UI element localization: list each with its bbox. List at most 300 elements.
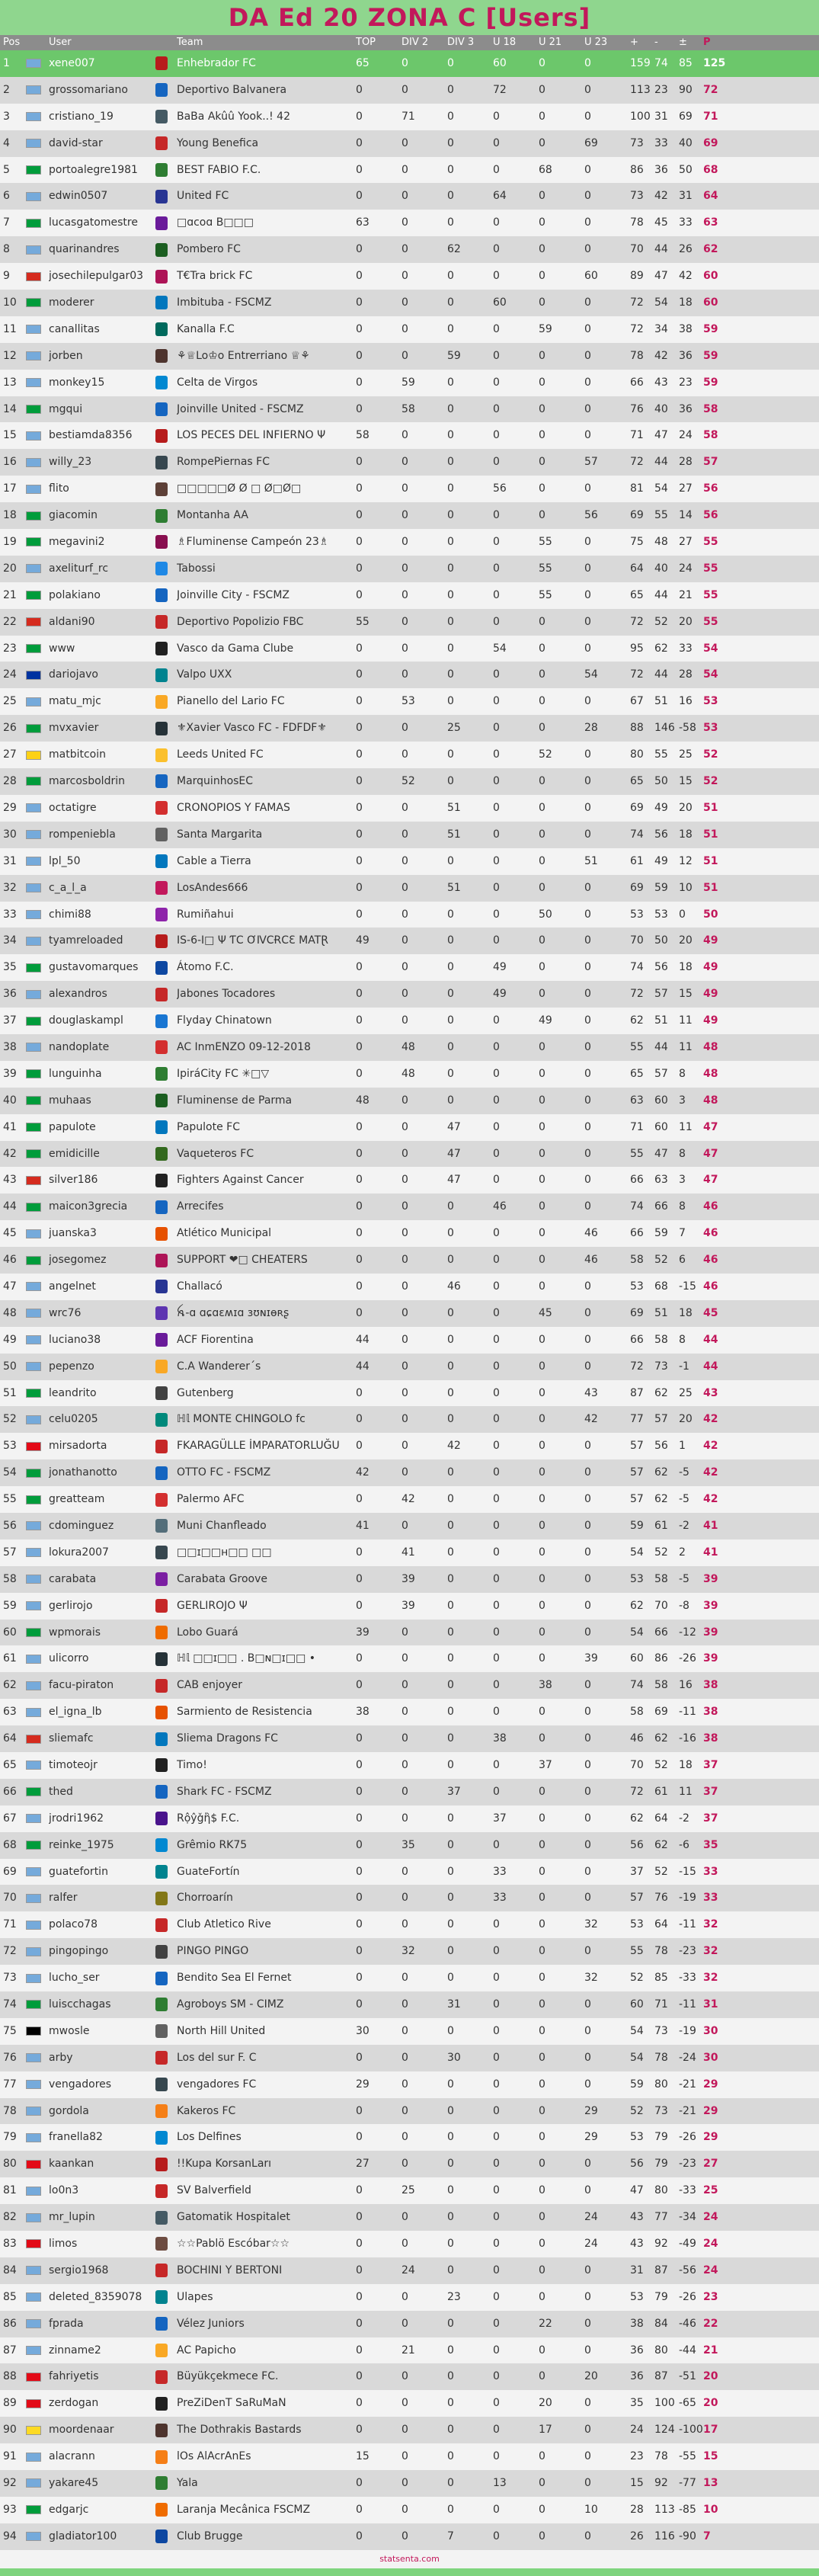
cell-u23: 0 bbox=[584, 1812, 591, 1825]
cell-team[interactable]: RompePiernas FC bbox=[177, 456, 270, 469]
cell-pos: 9 bbox=[3, 270, 10, 283]
cell-user[interactable]: fahriyetis bbox=[49, 2370, 99, 2383]
cell-user[interactable]: rompeniebla bbox=[49, 828, 116, 841]
cell-team[interactable]: Joinville City - FSCMZ bbox=[177, 588, 290, 601]
cell-team[interactable]: PINGO PINGO bbox=[177, 1945, 249, 1958]
cell-team[interactable]: Sliema Dragons FC bbox=[177, 1732, 278, 1745]
cell-user[interactable]: david-star bbox=[49, 136, 103, 149]
cell-team[interactable]: Büyükçekmece FC. bbox=[177, 2370, 279, 2383]
cell-plus: 81 bbox=[630, 482, 644, 495]
cell-u21: 0 bbox=[539, 1493, 545, 1506]
cell-top: 0 bbox=[356, 668, 363, 681]
site-footer[interactable]: statsenta.com bbox=[0, 2550, 819, 2568]
cell-team[interactable]: Atlético Municipal bbox=[177, 1227, 272, 1240]
cell-u23: 0 bbox=[584, 1120, 591, 1133]
cell-user[interactable]: muhaas bbox=[49, 1094, 91, 1107]
cell-team[interactable]: Tabossi bbox=[177, 562, 216, 575]
cell-user[interactable]: deleted_8359078 bbox=[49, 2290, 142, 2303]
cell-minus: 74 bbox=[654, 57, 668, 69]
cell-user[interactable]: mr_lupin bbox=[49, 2211, 95, 2224]
cell-team[interactable]: Papulote FC bbox=[177, 1120, 240, 1133]
cell-team[interactable]: United FC bbox=[177, 190, 229, 203]
cell-div3: 23 bbox=[447, 2290, 461, 2303]
cell-team[interactable]: Grêmio RK75 bbox=[177, 1838, 248, 1851]
cell-u18: 60 bbox=[493, 296, 507, 309]
cell-u21: 20 bbox=[539, 2397, 552, 2410]
cell-user[interactable]: c_a_l_a bbox=[49, 881, 87, 894]
cell-u23: 0 bbox=[584, 83, 591, 96]
cell-user[interactable]: greatteam bbox=[49, 1493, 105, 1506]
cell-team[interactable]: SUPPORT ❤□ CHEATERS bbox=[177, 1254, 308, 1267]
cell-minus: 44 bbox=[654, 1040, 668, 1053]
cell-team[interactable]: □□ɪ□□ʜ□□ □□ bbox=[177, 1546, 272, 1559]
cell-user[interactable]: nandoplate bbox=[49, 1040, 110, 1053]
cell-div2: 0 bbox=[402, 801, 408, 814]
cell-user[interactable]: pepenzo bbox=[49, 1360, 94, 1373]
cell-team[interactable]: Vasco da Gama Clube bbox=[177, 642, 294, 655]
cell-user[interactable]: josechilepulgar03 bbox=[49, 270, 144, 283]
cell-user[interactable]: matu_mjc bbox=[49, 695, 101, 708]
cell-team[interactable]: ℍ𝕝 □□ɪ□□ . B□ɴ□ɪ□□ • bbox=[177, 1652, 316, 1665]
cell-u21: 0 bbox=[539, 296, 545, 309]
cell-u18: 0 bbox=[493, 322, 500, 335]
cell-team[interactable]: Fighters Against Cancer bbox=[177, 1174, 304, 1187]
cell-team[interactable]: OTTO FC - FSCMZ bbox=[177, 1466, 271, 1479]
cell-team[interactable]: CAB enjoyer bbox=[177, 1679, 243, 1692]
cell-team[interactable]: Shark FC - FSCMZ bbox=[177, 1785, 272, 1798]
cell-user[interactable]: xene007 bbox=[49, 57, 95, 69]
team-badge-icon bbox=[155, 1779, 177, 1805]
cell-user[interactable]: fprada bbox=[49, 2317, 84, 2330]
cell-team[interactable]: Timo! bbox=[177, 1759, 207, 1771]
cell-u23: 0 bbox=[584, 163, 591, 176]
cell-user[interactable]: douglaskampl bbox=[49, 1014, 123, 1027]
cell-user[interactable]: matbitcoin bbox=[49, 748, 106, 761]
cell-user[interactable]: wrc76 bbox=[49, 1306, 82, 1319]
cell-team[interactable]: !!Kupa KorsanLarı bbox=[177, 2158, 272, 2171]
cell-user[interactable]: maicon3grecia bbox=[49, 1200, 128, 1213]
cell-diff: -26 bbox=[679, 2131, 696, 2144]
cell-user[interactable]: yakare45 bbox=[49, 2477, 99, 2490]
cell-team[interactable]: Flyday Chinatown bbox=[177, 1014, 272, 1027]
cell-div2: 0 bbox=[402, 1998, 408, 2011]
cell-user[interactable]: timoteojr bbox=[49, 1759, 98, 1771]
cell-user[interactable]: papulote bbox=[49, 1120, 96, 1133]
cell-p: 44 bbox=[703, 1360, 718, 1373]
cell-user[interactable]: zerdogan bbox=[49, 2397, 99, 2410]
cell-p: 32 bbox=[703, 1945, 718, 1958]
cell-team[interactable]: Santa Margarita bbox=[177, 828, 263, 841]
cell-user[interactable]: canallitas bbox=[49, 322, 100, 335]
cell-user[interactable]: gustavomarques bbox=[49, 961, 139, 974]
cell-u18: 0 bbox=[493, 1386, 500, 1399]
cell-team[interactable]: BEST FABIO F.C. bbox=[177, 163, 261, 176]
cell-minus: 73 bbox=[654, 2104, 668, 2117]
cell-user[interactable]: edwin0507 bbox=[49, 190, 108, 203]
cell-user[interactable]: reinke_1975 bbox=[49, 1838, 114, 1851]
table-row bbox=[0, 795, 819, 822]
cell-user[interactable]: alacrann bbox=[49, 2450, 95, 2463]
cell-team[interactable]: AC InmENZO 09-12-2018 bbox=[177, 1040, 311, 1053]
cell-div2: 0 bbox=[402, 615, 408, 628]
table-row bbox=[0, 768, 819, 795]
cell-team[interactable]: Club Atletico Rive bbox=[177, 1918, 271, 1931]
cell-diff: -65 bbox=[679, 2397, 696, 2410]
cell-p: 51 bbox=[703, 828, 718, 841]
cell-div2: 0 bbox=[402, 1732, 408, 1745]
cell-team[interactable]: Kanalla F.C bbox=[177, 322, 235, 335]
table-row bbox=[0, 902, 819, 928]
cell-team[interactable]: Los del sur F. C bbox=[177, 2051, 257, 2064]
cell-user[interactable]: monkey15 bbox=[49, 376, 105, 389]
cell-div2: 0 bbox=[402, 588, 408, 601]
cell-team[interactable]: CRONOPIOS Y FAMAS bbox=[177, 801, 290, 814]
cell-user[interactable]: facu-piraton bbox=[49, 1679, 114, 1692]
cell-team[interactable]: SV Balverfield bbox=[177, 2184, 251, 2197]
cell-user[interactable]: willy_23 bbox=[49, 456, 92, 469]
cell-plus: 64 bbox=[630, 562, 644, 575]
team-badge-icon bbox=[155, 2071, 177, 2098]
cell-team[interactable]: Átomo F.C. bbox=[177, 961, 234, 974]
cell-div2: 0 bbox=[402, 429, 408, 442]
cell-team[interactable]: Deportivo Popolizio FBC bbox=[177, 615, 304, 628]
cell-u23: 0 bbox=[584, 828, 591, 841]
cell-u21: 49 bbox=[539, 1014, 552, 1027]
cell-team[interactable]: Leeds United FC bbox=[177, 748, 264, 761]
cell-pos: 54 bbox=[3, 1466, 17, 1479]
cell-user[interactable]: octatigre bbox=[49, 801, 97, 814]
cell-user[interactable]: luciano38 bbox=[49, 1333, 101, 1346]
cell-pos: 26 bbox=[3, 722, 17, 735]
cell-team[interactable]: Palermo AFC bbox=[177, 1493, 245, 1506]
cell-user[interactable]: el_igna_lb bbox=[49, 1706, 102, 1719]
cell-team[interactable]: □□□□□Ø Ø □ Ø□Ø□ bbox=[177, 482, 302, 495]
cell-team[interactable]: Lobo Guará bbox=[177, 1626, 238, 1639]
table-row bbox=[0, 529, 819, 556]
cell-user[interactable]: lo0n3 bbox=[49, 2184, 79, 2197]
cell-diff: 16 bbox=[679, 1679, 693, 1692]
cell-u23: 60 bbox=[584, 270, 598, 283]
cell-team[interactable]: AC Papicho bbox=[177, 2344, 236, 2357]
cell-team[interactable]: Yala bbox=[177, 2477, 198, 2490]
country-flag-icon bbox=[26, 1991, 49, 2018]
cell-u23: 0 bbox=[584, 908, 591, 921]
cell-team[interactable]: GERLIROJO Ψ bbox=[177, 1599, 248, 1612]
cell-user[interactable]: mwosle bbox=[49, 2024, 90, 2037]
cell-pos: 74 bbox=[3, 1998, 17, 2011]
cell-p: 33 bbox=[703, 1892, 718, 1905]
cell-team[interactable]: Carabata Groove bbox=[177, 1572, 267, 1585]
cell-plus: 53 bbox=[630, 2290, 644, 2303]
cell-user[interactable]: carabata bbox=[49, 1572, 97, 1585]
cell-user[interactable]: jonathanotto bbox=[49, 1466, 117, 1479]
cell-pos: 25 bbox=[3, 695, 17, 708]
cell-minus: 52 bbox=[654, 1865, 668, 1878]
cell-u21: 0 bbox=[539, 1120, 545, 1133]
cell-div2: 0 bbox=[402, 216, 408, 229]
cell-user[interactable]: ulicorro bbox=[49, 1652, 89, 1665]
cell-user[interactable]: sergio1968 bbox=[49, 2264, 109, 2276]
cell-pos: 3 bbox=[3, 110, 10, 123]
cell-team[interactable]: Deportivo Balvanera bbox=[177, 83, 287, 96]
cell-user[interactable]: polaco78 bbox=[49, 1918, 98, 1931]
cell-user[interactable]: ralfer bbox=[49, 1892, 78, 1905]
cell-user[interactable]: vengadores bbox=[49, 2078, 112, 2091]
cell-diff: -5 bbox=[679, 1493, 689, 1506]
cell-user[interactable]: axeliturf_rc bbox=[49, 562, 109, 575]
col-pos-header: Pos bbox=[3, 37, 21, 48]
cell-user[interactable]: aldani90 bbox=[49, 615, 95, 628]
cell-user[interactable]: leandrito bbox=[49, 1386, 97, 1399]
cell-user[interactable]: pingopingo bbox=[49, 1945, 109, 1958]
cell-u18: 0 bbox=[493, 163, 500, 176]
cell-team[interactable]: IpiráCity FC ✳□▽ bbox=[177, 1067, 270, 1080]
cell-user[interactable]: giacomin bbox=[49, 509, 98, 522]
cell-user[interactable]: josegomez bbox=[49, 1254, 107, 1267]
cell-team[interactable]: LOS PECES DEL INFIERNO Ψ bbox=[177, 429, 326, 442]
cell-diff: 21 bbox=[679, 588, 693, 601]
cell-team[interactable]: Los Delfines bbox=[177, 2131, 242, 2144]
cell-div3: 0 bbox=[447, 1759, 454, 1771]
cell-user[interactable]: gordola bbox=[49, 2104, 89, 2117]
cell-team[interactable]: The Dothrakis Bastards bbox=[177, 2424, 302, 2437]
cell-div3: 30 bbox=[447, 2051, 461, 2064]
cell-team[interactable]: Vaqueteros FC bbox=[177, 1147, 254, 1160]
cell-minus: 76 bbox=[654, 1892, 668, 1905]
cell-plus: 73 bbox=[630, 190, 644, 203]
cell-team[interactable]: North Hill United bbox=[177, 2024, 266, 2037]
cell-team[interactable]: Vélez Juniors bbox=[177, 2317, 245, 2330]
cell-team[interactable]: Gutenberg bbox=[177, 1386, 234, 1399]
cell-user[interactable]: wpmorais bbox=[49, 1626, 101, 1639]
cell-user[interactable]: gladiator100 bbox=[49, 2530, 117, 2542]
cell-p: 53 bbox=[703, 695, 718, 708]
cell-minus: 80 bbox=[654, 2078, 668, 2091]
cell-user[interactable]: lokura2007 bbox=[49, 1546, 109, 1559]
cell-u21: 0 bbox=[539, 1094, 545, 1107]
cell-user[interactable]: lucasgatomestre bbox=[49, 216, 138, 229]
cell-pos: 62 bbox=[3, 1679, 17, 1692]
cell-team[interactable]: ℍ𝕝 MONTE CHINGOLO fc bbox=[177, 1413, 306, 1426]
cell-user[interactable]: edgarjc bbox=[49, 2503, 89, 2516]
cell-plus: 72 bbox=[630, 1785, 644, 1798]
cell-u21: 17 bbox=[539, 2424, 552, 2437]
col-diff-header: ± bbox=[679, 37, 687, 48]
team-badge-icon bbox=[155, 1832, 177, 1859]
cell-u23: 0 bbox=[584, 1679, 591, 1692]
cell-u23: 0 bbox=[584, 1838, 591, 1851]
cell-user[interactable]: jorben bbox=[49, 349, 83, 362]
cell-user[interactable]: mgqui bbox=[49, 402, 83, 415]
cell-user[interactable]: dariojavo bbox=[49, 668, 98, 681]
cell-user[interactable]: guatefortin bbox=[49, 1865, 108, 1878]
cell-user[interactable]: moderer bbox=[49, 296, 94, 309]
cell-team[interactable]: C.A Wanderer´s bbox=[177, 1360, 261, 1373]
cell-team[interactable]: Rộŷǧἢ$ F.C. bbox=[177, 1812, 240, 1825]
cell-team[interactable]: Cable a Tierra bbox=[177, 854, 251, 867]
cell-team[interactable]: T€Tra brick FC bbox=[177, 270, 253, 283]
cell-user[interactable]: grossomariano bbox=[49, 83, 128, 96]
cell-user[interactable]: sliemafc bbox=[49, 1732, 94, 1745]
cell-team[interactable]: lOs AlAcrAnEs bbox=[177, 2450, 251, 2463]
cell-user[interactable]: chimi88 bbox=[49, 908, 91, 921]
cell-top: 0 bbox=[356, 1599, 363, 1612]
cell-user[interactable]: lunguinha bbox=[49, 1067, 102, 1080]
cell-team[interactable]: LosAndes666 bbox=[177, 881, 248, 894]
cell-team[interactable]: Jabones Tocadores bbox=[177, 988, 276, 1001]
cell-user[interactable]: quarinandres bbox=[49, 243, 120, 256]
cell-minus: 31 bbox=[654, 110, 668, 123]
cell-team[interactable]: GuateFortín bbox=[177, 1865, 240, 1878]
cell-u18: 0 bbox=[493, 456, 500, 469]
cell-user[interactable]: juanska3 bbox=[49, 1227, 97, 1240]
cell-user[interactable]: emidicille bbox=[49, 1147, 100, 1160]
cell-u21: 0 bbox=[539, 1040, 545, 1053]
cell-team[interactable]: Fluminense de Parma bbox=[177, 1094, 293, 1107]
cell-div2: 0 bbox=[402, 881, 408, 894]
cell-plus: 58 bbox=[630, 1254, 644, 1267]
cell-user[interactable]: mvxavier bbox=[49, 722, 99, 735]
cell-user[interactable]: arby bbox=[49, 2051, 73, 2064]
country-flag-icon bbox=[26, 1088, 49, 1114]
cell-team[interactable]: Kakeros FC bbox=[177, 2104, 236, 2117]
cell-div3: 0 bbox=[447, 216, 454, 229]
cell-user[interactable]: polakiano bbox=[49, 588, 101, 601]
cell-team[interactable]: Pianello del Lario FC bbox=[177, 695, 285, 708]
cell-top: 0 bbox=[356, 536, 363, 549]
cell-user[interactable]: moordenaar bbox=[49, 2424, 114, 2437]
cell-user[interactable]: zinname2 bbox=[49, 2344, 101, 2357]
cell-top: 0 bbox=[356, 1679, 363, 1692]
cell-div2: 0 bbox=[402, 854, 408, 867]
team-badge-icon bbox=[155, 2151, 177, 2177]
cell-team[interactable]: Pombero FC bbox=[177, 243, 241, 256]
cell-team[interactable]: Montanha AA bbox=[177, 509, 248, 522]
cell-team[interactable]: ACF Fiorentina bbox=[177, 1333, 254, 1346]
cell-user[interactable]: thed bbox=[49, 1785, 73, 1798]
cell-team[interactable]: ☆☆Pablö Escóbar☆☆ bbox=[177, 2238, 290, 2251]
cell-user[interactable]: tyamreloaded bbox=[49, 934, 123, 947]
cell-team[interactable]: PreZiDenT SaRuMaN bbox=[177, 2397, 286, 2410]
cell-div3: 62 bbox=[447, 243, 461, 256]
cell-minus: 57 bbox=[654, 1413, 668, 1426]
cell-minus: 48 bbox=[654, 536, 668, 549]
cell-p: 39 bbox=[703, 1626, 718, 1639]
cell-team[interactable]: ⅠS-6-Ⅰ□ Ψ ƬC ƠⅣCɌCƐ MATⱤ bbox=[177, 934, 328, 947]
cell-minus: 146 bbox=[654, 722, 675, 735]
cell-team[interactable]: ꫝ-ɑ ɑɕɑɛʍɪɑ ɜʊɴɪɵʀʂ bbox=[177, 1306, 290, 1319]
cell-p: 30 bbox=[703, 2024, 718, 2037]
cell-user[interactable]: angelnet bbox=[49, 1280, 96, 1293]
cell-team[interactable]: Arrecifes bbox=[177, 1200, 224, 1213]
cell-u21: 55 bbox=[539, 536, 552, 549]
cell-team[interactable]: Celta de Virgos bbox=[177, 376, 258, 389]
team-badge-icon bbox=[155, 556, 177, 582]
cell-team[interactable]: ⚜Xavier Vasco FC - FDFDF⚜ bbox=[177, 722, 327, 735]
table-row bbox=[0, 1220, 819, 1247]
cell-user[interactable]: portoalegre1981 bbox=[49, 163, 138, 176]
table-row bbox=[0, 2523, 819, 2550]
cell-div3: 0 bbox=[447, 2424, 454, 2437]
table-row bbox=[0, 2257, 819, 2284]
cell-team[interactable]: ⚘♕Lo♔o Entrerriano ♕⚘ bbox=[177, 349, 310, 362]
cell-team[interactable]: Enhebrador FC bbox=[177, 57, 256, 69]
cell-minus: 51 bbox=[654, 1014, 668, 1027]
cell-team[interactable]: MarquinhosEC bbox=[177, 775, 254, 788]
cell-user[interactable]: luiscchagas bbox=[49, 1998, 111, 2011]
cell-team[interactable]: Club Brugge bbox=[177, 2530, 243, 2542]
cell-team[interactable]: Bendito Sea El Fernet bbox=[177, 1972, 292, 1985]
cell-team[interactable]: Laranja Mecânica FSCMZ bbox=[177, 2503, 311, 2516]
cell-team[interactable]: Sarmiento de Resistencia bbox=[177, 1706, 312, 1719]
cell-team[interactable]: Challacó bbox=[177, 1280, 222, 1293]
cell-user[interactable]: mirsadorta bbox=[49, 1440, 107, 1453]
cell-team[interactable]: BOCHINI Y BERTONI bbox=[177, 2264, 283, 2276]
cell-user[interactable]: kaankan bbox=[49, 2158, 94, 2171]
cell-user[interactable]: cristiano_19 bbox=[49, 110, 114, 123]
team-badge-icon bbox=[155, 582, 177, 609]
cell-user[interactable]: marcosboldrin bbox=[49, 775, 125, 788]
cell-user[interactable]: lpl_50 bbox=[49, 854, 81, 867]
cell-team[interactable]: Imbituba - FSCMZ bbox=[177, 296, 272, 309]
country-flag-icon bbox=[26, 981, 49, 1008]
cell-team[interactable]: Joinville United - FSCMZ bbox=[177, 402, 304, 415]
cell-user[interactable]: jrodri1962 bbox=[49, 1812, 104, 1825]
cell-div2: 24 bbox=[402, 2264, 415, 2276]
cell-diff: 15 bbox=[679, 988, 693, 1001]
cell-u23: 0 bbox=[584, 216, 591, 229]
cell-user[interactable]: lucho_ser bbox=[49, 1972, 100, 1985]
cell-team[interactable]: Chorroarín bbox=[177, 1892, 233, 1905]
cell-plus: 66 bbox=[630, 1333, 644, 1346]
cell-user[interactable]: flito bbox=[49, 482, 69, 495]
cell-team[interactable]: Ulapes bbox=[177, 2290, 213, 2303]
cell-user[interactable]: celu0205 bbox=[49, 1413, 98, 1426]
cell-user[interactable]: bestiamda8356 bbox=[49, 429, 133, 442]
cell-user[interactable]: www bbox=[49, 642, 75, 655]
cell-user[interactable]: franella82 bbox=[49, 2131, 103, 2144]
cell-top: 0 bbox=[356, 1652, 363, 1665]
cell-user[interactable]: cdominguez bbox=[49, 1519, 114, 1532]
cell-team[interactable]: FKARAGÜLLE İMPARATORLUĞU bbox=[177, 1440, 340, 1453]
cell-user[interactable]: limos bbox=[49, 2238, 78, 2251]
cell-team[interactable]: □ɑcoɑ B□□□ bbox=[177, 216, 254, 229]
cell-p: 68 bbox=[703, 163, 718, 176]
cell-diff: 38 bbox=[679, 322, 693, 335]
cell-team[interactable]: Valpo UXX bbox=[177, 668, 232, 681]
cell-team[interactable]: BaBa Akûû Yook..! 42 bbox=[177, 110, 290, 123]
cell-team[interactable]: Muni Chanfleado bbox=[177, 1519, 267, 1532]
cell-user[interactable]: silver186 bbox=[49, 1174, 98, 1187]
table-row bbox=[0, 1672, 819, 1699]
cell-user[interactable]: gerlirojo bbox=[49, 1599, 93, 1612]
cell-div2: 0 bbox=[402, 1174, 408, 1187]
cell-team[interactable]: vengadores FC bbox=[177, 2078, 257, 2091]
cell-team[interactable]: Rumiñahui bbox=[177, 908, 234, 921]
cell-div2: 0 bbox=[402, 190, 408, 203]
cell-team[interactable]: ♗Fluminense Campeón 23♗ bbox=[177, 536, 329, 549]
cell-user[interactable]: megavini2 bbox=[49, 536, 105, 549]
cell-minus: 62 bbox=[654, 1732, 668, 1745]
cell-team[interactable]: Young Benefica bbox=[177, 136, 259, 149]
cell-top: 0 bbox=[356, 1732, 363, 1745]
cell-team[interactable]: Agroboys SM - CIMZ bbox=[177, 1998, 284, 2011]
cell-div2: 0 bbox=[402, 322, 408, 335]
country-flag-icon bbox=[26, 1193, 49, 1220]
cell-div2: 0 bbox=[402, 2238, 408, 2251]
cell-user[interactable]: alexandros bbox=[49, 988, 107, 1001]
cell-team[interactable]: Gatomatik Hospitalet bbox=[177, 2211, 290, 2224]
